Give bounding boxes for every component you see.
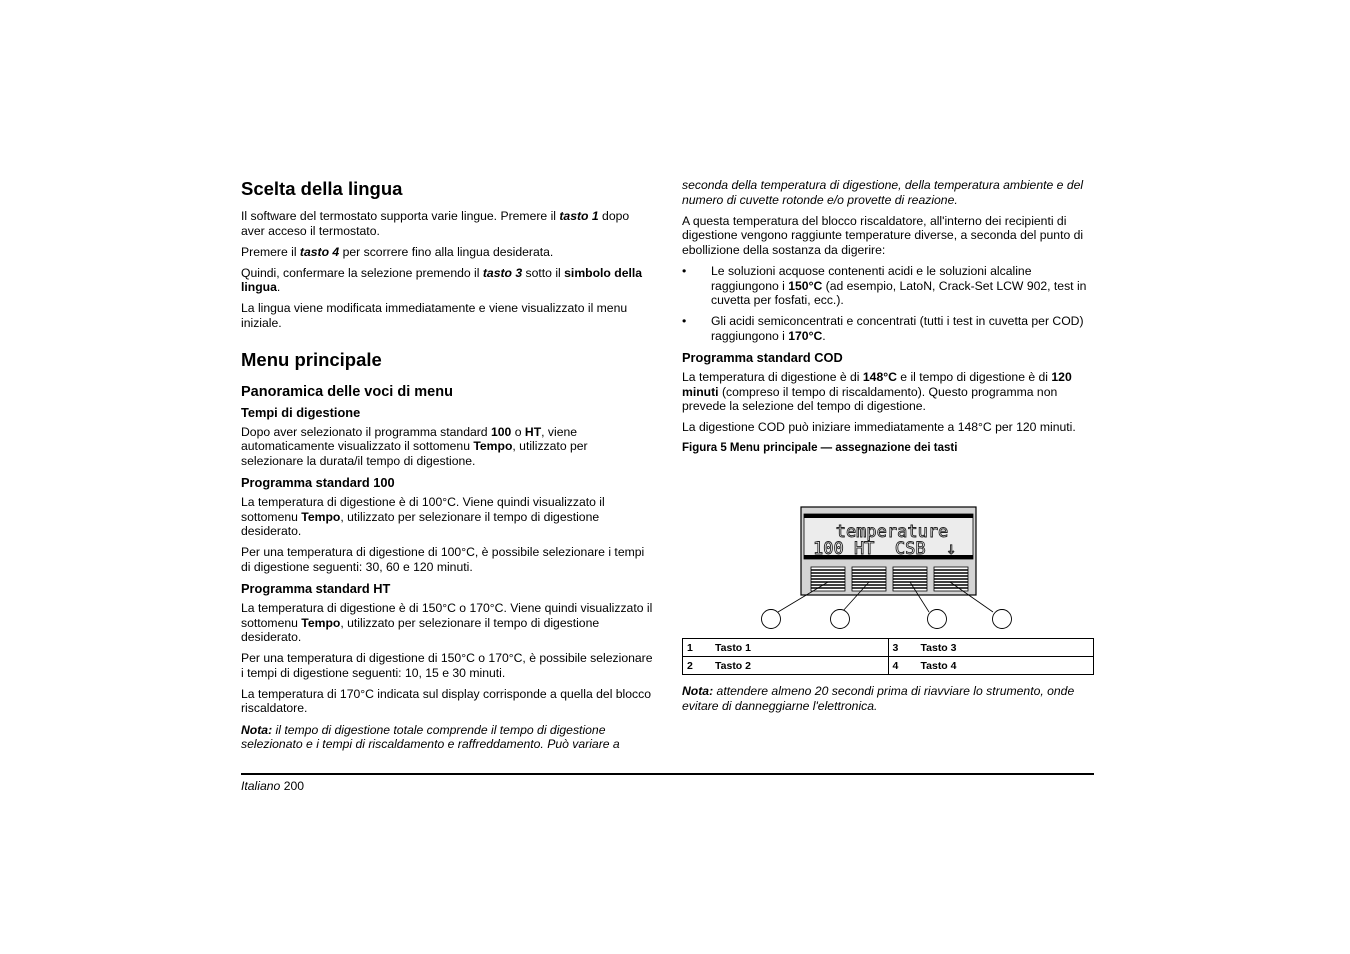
list-item: • Le soluzioni acquose contenenti acidi e le soluzioni alcaline raggiungono i 150°C (ad esempio, LatoN, Crack-Set LCW 902, test in cuvetta per fosfati, ecc.). <box>682 263 1087 308</box>
display-line-1: temperature <box>835 522 949 542</box>
bullet: • <box>682 314 687 329</box>
heading-program-100: Programma standard 100 <box>241 474 395 490</box>
block-temperature-paragraph: A questa temperatura del blocco riscaldatore, all'interno dei recipienti di digestione vengono raggiunte temperature diverse, a seconda del punto di ebollizione della sostanza da digerire: <box>682 213 1084 257</box>
left-column <box>241 178 653 758</box>
program-ht-paragraph-1: La temperatura di digestione è di 150°C o 170°C. Viene quindi visualizzato il sottomenu Tempo, utilizzato per selezionare il tempo di digestione desiderato. <box>241 600 653 645</box>
digestion-times-paragraph: Dopo aver selezionato il programma standard 100 o HT, viene automaticamente visualizzato il sottomenu Tempo, utilizzato per selezionare la durata/il tempo di digestione. <box>241 424 588 468</box>
language-paragraph-3: Quindi, confermare la selezione premendo il tasto 3 sotto il simbolo della lingua. <box>241 265 643 295</box>
table-row: 1 Tasto 1 3 Tasto 3 <box>683 639 1094 657</box>
heading-program-ht: Programma standard HT <box>241 580 391 596</box>
key-legend-table <box>682 638 1094 675</box>
right-column <box>682 178 1094 462</box>
heading-language-selection: Scelta della lingua <box>241 178 403 199</box>
footer-rule <box>241 773 1094 775</box>
figure-caption: Figura 5 Menu principale — assegnazione dei tasti <box>682 442 958 455</box>
program-cod-paragraph-1: La temperatura di digestione è di 148°C e il tempo di digestione è di 120 minuti (compreso il tempo di riscaldamento). Questo programma non prevede la selezione del tempo di digestione. <box>682 369 1072 414</box>
note-restart: Nota: attendere almeno 20 secondi prima di riavviare lo strumento, onde evitare di danneggiarne l'elettronica. <box>682 684 1075 713</box>
heading-digestion-times: Tempi di digestione <box>241 404 361 420</box>
display-key-diagram <box>682 502 1094 634</box>
list-item: • Gli acidi semiconcentrati e concentrati (tutti i test in cuvetta per COD) raggiungono i 170°C. <box>682 314 1084 343</box>
page-footer: Italiano 200 <box>241 779 305 793</box>
callout-circles <box>762 610 1012 629</box>
table-row: 2 Tasto 2 4 Tasto 4 <box>683 657 1094 675</box>
softkey-2[interactable] <box>852 567 886 591</box>
program-ht-paragraph-3: La temperatura di 170°C indicata sul display corrisponde a quella del blocco riscaldatore. <box>241 686 652 716</box>
language-paragraph-1: Il software del termostato supporta varie lingue. Premere il tasto 1 dopo aver acceso il termostato. <box>241 209 630 238</box>
program-100-paragraph-2: Per una temperatura di digestione di 100°C, è possibile selezionare i tempi di digestione seguenti: 30, 60 e 120 minuti. <box>241 545 645 574</box>
program-ht-paragraph-2: Per una temperatura di digestione di 150°C o 170°C, è possibile selezionare i tempi di digestione seguenti: 10, 15 e 30 minuti. <box>241 651 653 680</box>
softkey-3[interactable] <box>893 567 927 591</box>
softkey-4[interactable] <box>934 567 968 591</box>
softkey-1[interactable] <box>811 567 845 591</box>
display-line-2: 100 HT CSB ↓ <box>813 539 957 559</box>
language-paragraph-4: La lingua viene modificata immediatamente e viene visualizzato il menu iniziale. <box>241 301 628 331</box>
note-continuation: seconda della temperatura di digestione, della temperatura ambiente e del numero di cuvette rotonde e/o provette di reazione. <box>682 178 1084 207</box>
note-total-time: Nota: il tempo di digestione totale comprende il tempo di digestione selezionato e i tempi di riscaldamento e raffreddamento. Può variare a <box>241 722 620 752</box>
heading-main-menu: Menu principale <box>241 348 382 370</box>
program-100-paragraph-1: La temperatura di digestione è di 100°C. Viene quindi visualizzato il sottomenu Tempo, utilizzato per selezionare il tempo di digestione desiderato. <box>241 494 605 539</box>
program-cod-paragraph-2: La digestione COD può iniziare immediatamente a 148°C per 120 minuti. <box>682 420 1076 435</box>
page-number: 200 <box>283 779 305 793</box>
language-paragraph-2: Premere il tasto 4 per scorrere fino alla lingua desiderata. <box>241 244 554 259</box>
bullet: • <box>682 263 687 278</box>
heading-program-cod: Programma standard COD <box>682 349 843 365</box>
heading-menu-overview: Panoramica delle voci di menu <box>241 383 453 400</box>
